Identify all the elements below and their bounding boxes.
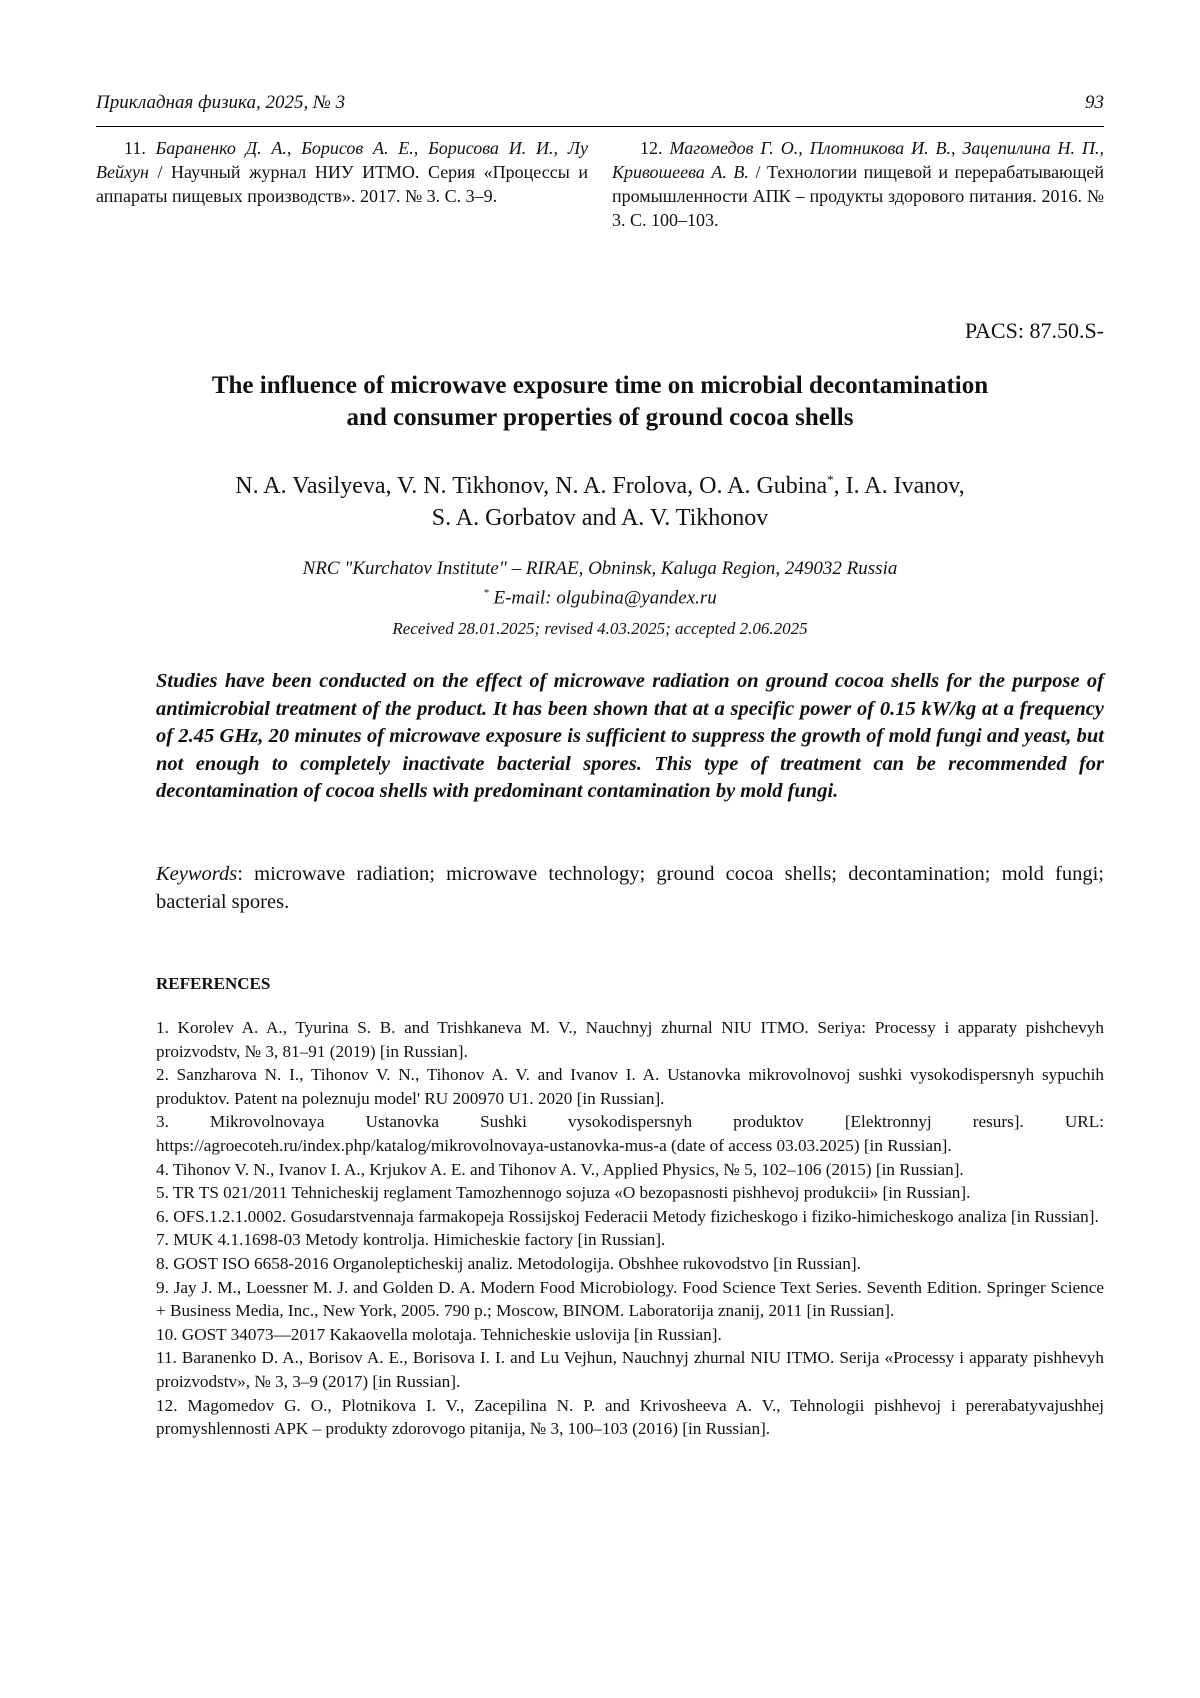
reference-text: / Технологии пищевой и перерабатывающей промышленности АПК – продукты здорового питания. 2016. № 3. С. 100–103. — [612, 162, 1104, 230]
pacs-code: PACS: 87.50.S- — [964, 318, 1104, 343]
continued-references — [96, 136, 1104, 232]
running-head — [96, 92, 1104, 114]
author-list — [120, 464, 1080, 534]
keywords — [156, 860, 1104, 916]
email-mark: * — [483, 587, 489, 599]
reference-item: 2. Sanzharova N. I., Tihonov V. N., Tihonov A. V. and Ivanov I. A. Ustanovka mikrovolnovoj sushki vysokodispersnyh sypuchih produktov. Patent na poleznuju model' RU 200970 U1. 2020 [in Russian]. — [156, 1065, 1104, 1108]
authors-continued: , I. A. Ivanov, — [833, 473, 965, 499]
abstract: Studies have been conducted on the effect of microwave radiation on ground cocoa shells for the purpose of antimicrobial treatment of the product. It has been shown that at a specific power of 0.15 kW/kg at a frequency of 2.45 GHz, 20 minutes of microwave exposure is sufficient to suppress the growth of mold fungi and yeast, but not enough to completely inactivate bacterial spores. This type of treatment can be recommended for decontamination of cocoa shells with predominant contamination by mold fungi. — [156, 670, 1104, 803]
reference-item: 12. Magomedov G. O., Plotnikova I. V., Zacepilina N. P. and Krivosheeva A. V., Tehnologii pishhevoj i pererabatyvajushhej promyshlennosti APK – produkty zdorovogo pitanija, № 3, 100–103 (2016) [in Russian]. — [156, 1395, 1104, 1439]
journal-name: Прикладная физика, 2025, № 3 — [96, 92, 346, 113]
continued-reference-12 — [612, 136, 1104, 232]
article-title-line-2: and consumer properties of ground cocoa shells — [346, 404, 854, 431]
page-number: 93 — [1085, 92, 1104, 113]
reference-item: 11. Baranenko D. A., Borisov A. E., Borisova I. I. and Lu Vejhun, Nauchnyj zhurnal NIU ITMO. Serija «Processy i apparaty pishhevyh proizvodstv», № 3, 3–9 (2017) [in Russian]. — [156, 1348, 1104, 1391]
reference-authors: Магомедов Г. О., Плотникова И. В., Зацепилина Н. П., Кривошеева А. В. — [612, 138, 1104, 182]
reference-item: 9. Jay J. M., Loessner M. J. and Golden D. A. Modern Food Microbiology. Food Science Text Series. Seventh Edition. Springer Science + Business Media, Inc., New York, 2005. 790 p.; Moscow, BINOM. Laboratorija znanij, 2011 [in Russian]. — [156, 1277, 1104, 1321]
received-dates: Received 28.01.2025; revised 4.03.2025; accepted 2.06.2025 — [392, 619, 808, 638]
reference-item: 5. TR TS 021/2011 Tehnicheskij reglament Tamozhennogo sojuza «O bezopasnosti pishhevoj produkcii» [in Russian]. — [156, 1183, 971, 1203]
reference-authors: Бараненко Д. А., Борисов А. Е., Борисова И. И., Лу Вейхун — [96, 138, 589, 182]
keywords-label: Keywords — [156, 863, 238, 885]
authors-second-line: S. A. Gorbatov and A. V. Tikhonov — [431, 505, 769, 531]
authors-first: N. A. Vasilyeva, V. N. Tikhonov, N. A. Frolova, O. A. Gubina — [235, 473, 828, 499]
contact-email: E-mail: olgubina@yandex.ru — [488, 587, 717, 609]
keywords-text: : microwave radiation; microwave technology; ground cocoa shells; decontamination; mold fungi; bacterial spores. — [156, 863, 1104, 913]
reference-item: 4. Tihonov V. N., Ivanov I. A., Krjukov A. E. and Tihonov A. V., Applied Physics, № 5, 102–106 (2015) [in Russian]. — [156, 1159, 964, 1179]
references-heading: REFERENCES — [156, 974, 271, 993]
reference-number: 11. — [124, 138, 146, 158]
corresponding-author-mark: * — [827, 472, 834, 487]
reference-item: 1. Korolev A. A., Tyurina S. B. and Trishkaneva M. V., Nauchnyj zhurnal NIU ITMO. Seriya: Processy i apparaty pishchevyh proizvodstv, № 3, 81–91 (2019) [in Russian]. — [156, 1018, 1104, 1061]
article-title — [96, 370, 1104, 434]
reference-item: 6. OFS.1.2.1.0002. Gosudarstvennaja farmakopeja Rossijskoj Federacii Metody fizicheskogo i fiziko-himicheskogo analiza [in Russian]. — [156, 1206, 1099, 1226]
reference-item: 8. GOST ISO 6658-2016 Organolepticheskij analiz. Metodologija. Obshhee rukovodstvo [in Russian]. — [156, 1253, 861, 1273]
article-title-line-1: The influence of microwave exposure time on microbial decontamination — [211, 372, 989, 399]
references-list — [156, 1016, 1104, 1441]
reference-item: 7. MUK 4.1.1698-03 Metody kontrolja. Himicheskie factory [in Russian]. — [156, 1230, 666, 1250]
header-divider — [96, 126, 1104, 127]
reference-text: / Научный журнал НИУ ИТМО. Серия «Процессы и аппараты пищевых производств». 2017. № 3. С. 3–9. — [96, 162, 588, 206]
reference-number: 12. — [640, 138, 663, 158]
continued-reference-11 — [96, 136, 588, 232]
affiliation: NRC "Kurchatov Institute" – RIRAE, Obninsk, Kaluga Region, 249032 Russia — [302, 558, 898, 579]
affiliation-block — [96, 556, 1104, 610]
reference-item: 10. GOST 34073—2017 Kakaovella molotaja. Tehnicheskie uslovija [in Russian]. — [156, 1324, 722, 1344]
reference-item: 3. Mikrovolnovaya Ustanovka Sushki vysokodispersnyh produktov [Elektronnyj resurs]. URL: https://agroecoteh.ru/index.php/katalog/mikrovolnovaya-ustanovka-mus-a (date of access 03.03.2025) [in Russian]. — [156, 1112, 1104, 1155]
